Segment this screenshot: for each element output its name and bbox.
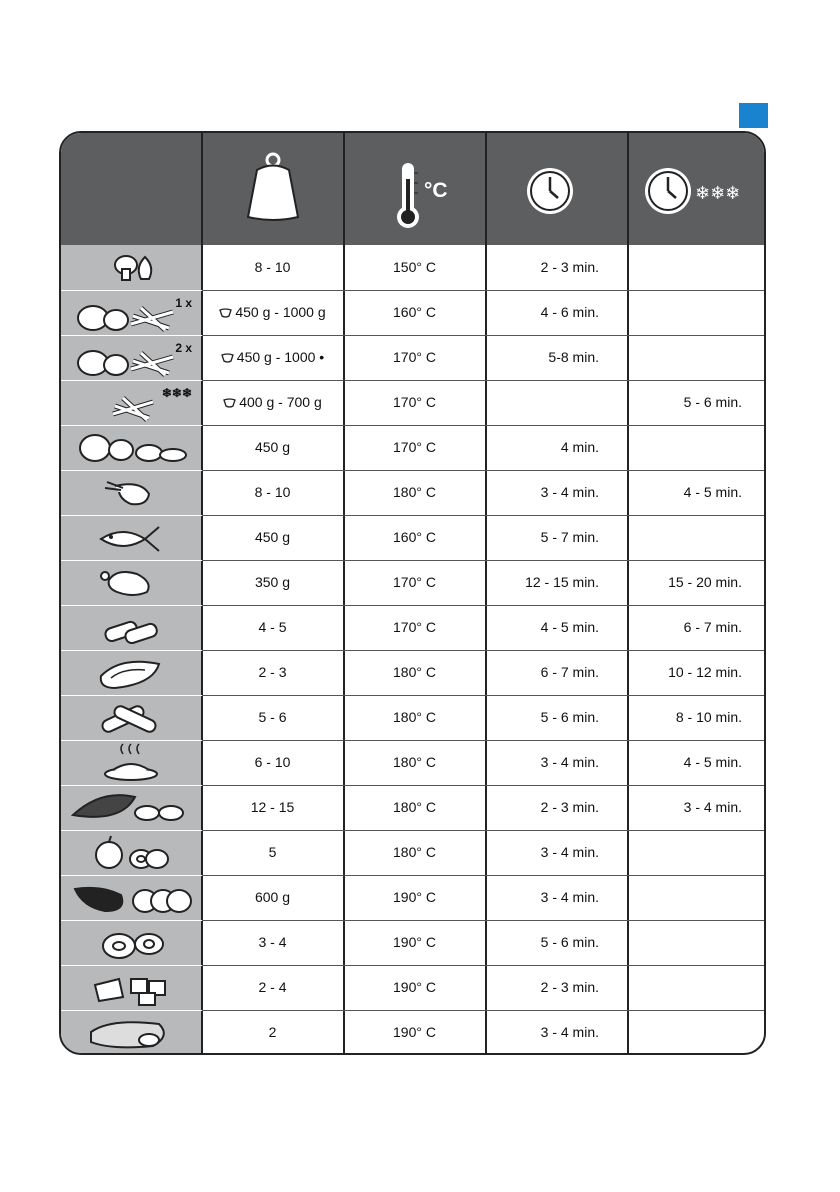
qty-value: 5 - 6 [258, 709, 287, 725]
time-value: 3 - 4 min. [540, 889, 599, 905]
row-divider [202, 830, 764, 831]
icon-row-divider [61, 785, 202, 786]
time-value: 4 min. [560, 439, 599, 455]
temp-value: 180° C [393, 799, 436, 815]
temp-value: 170° C [393, 439, 436, 455]
frozen-time-cell [628, 1010, 766, 1055]
frozen-time-value: 4 - 5 min. [683, 754, 742, 770]
temp-value: 170° C [393, 349, 436, 365]
qty-cell [202, 695, 343, 740]
clock-icon [486, 133, 628, 245]
temp-cell [344, 695, 485, 740]
temp-value: 180° C [393, 484, 436, 500]
row-divider [202, 290, 764, 291]
icon-row-divider [61, 515, 202, 516]
row-divider [202, 335, 764, 336]
frozen-time-cell [628, 290, 766, 335]
time-cell [486, 515, 627, 560]
time-cell [486, 740, 627, 785]
qty-cell [202, 830, 343, 875]
temp-cell [344, 965, 485, 1010]
time-cell [486, 470, 627, 515]
icon-row-divider [61, 335, 202, 336]
temp-cell [344, 470, 485, 515]
qty-cell [202, 1010, 343, 1055]
frozen-time-cell [628, 965, 766, 1010]
potato-fries-icon [61, 335, 202, 380]
time-value: 3 - 4 min. [540, 754, 599, 770]
time-value: 3 - 4 min. [540, 484, 599, 500]
temp-value: 190° C [393, 934, 436, 950]
temp-value: 190° C [393, 1024, 436, 1040]
row-divider [202, 965, 764, 966]
qty-value: 8 - 10 [254, 484, 291, 500]
frozen-time-value: 8 - 10 min. [675, 709, 742, 725]
onion-rings-icon [61, 920, 202, 965]
qty-value: 2 [268, 1024, 277, 1040]
time-cell [486, 1010, 627, 1055]
row-divider [202, 695, 764, 696]
time-value: 2 - 3 min. [540, 799, 599, 815]
time-cell [486, 290, 627, 335]
qty-cell [202, 965, 343, 1010]
temp-cell [344, 605, 485, 650]
temp-cell [344, 560, 485, 605]
temp-value: 160° C [393, 304, 436, 320]
time-cell [486, 605, 627, 650]
row-divider [202, 1010, 764, 1011]
temp-cell [344, 920, 485, 965]
time-cell [486, 380, 627, 425]
breaded-fillet-icon [61, 1010, 202, 1055]
icon-row-divider [61, 470, 202, 471]
eggplant-icon [61, 875, 202, 920]
spring-rolls-icon [61, 695, 202, 740]
time-cell [486, 965, 627, 1010]
frozen-time-cell [628, 560, 766, 605]
temp-cell [344, 1010, 485, 1055]
icon-row-divider [61, 875, 202, 876]
temp-cell [344, 740, 485, 785]
time-value: 5 - 6 min. [540, 709, 599, 725]
temp-value: 190° C [393, 889, 436, 905]
temp-cell [344, 650, 485, 695]
chicken-leg-icon [61, 560, 202, 605]
table-row [61, 1010, 764, 1055]
temperature-unit: °C [424, 179, 448, 202]
frozen-time-value: 4 - 5 min. [683, 484, 742, 500]
time-value: 6 - 7 min. [540, 664, 599, 680]
table-row [61, 290, 764, 335]
table-row [61, 470, 764, 515]
temp-value: 170° C [393, 574, 436, 590]
apple-rings-icon [61, 830, 202, 875]
qty-cell [202, 425, 343, 470]
temp-cell [344, 380, 485, 425]
meat-cut-icon [61, 650, 202, 695]
hot-dish-icon [61, 740, 202, 785]
cooking-table [59, 131, 766, 1055]
time-value: 4 - 6 min. [540, 304, 599, 320]
temp-value: 180° C [393, 664, 436, 680]
column-divider [627, 133, 629, 1053]
column-divider [343, 133, 345, 1053]
temp-value: 180° C [393, 844, 436, 860]
potato-slices-icon [61, 425, 202, 470]
frozen-time-cell [628, 830, 766, 875]
icon-row-divider [61, 830, 202, 831]
frozen-time-cell [628, 515, 766, 560]
food-tag: 1 x [175, 296, 192, 310]
row-divider [202, 425, 764, 426]
qty-value: 2 - 3 [258, 664, 287, 680]
column-divider [201, 133, 203, 1053]
table-header [61, 133, 764, 245]
temp-cell [344, 290, 485, 335]
temp-cell [344, 245, 485, 290]
time-value: 5-8 min. [548, 349, 599, 365]
frozen-fries-icon [61, 380, 202, 425]
table-row [61, 695, 764, 740]
column-divider [485, 133, 487, 1053]
time-value: 2 - 3 min. [540, 259, 599, 275]
table-row [61, 875, 764, 920]
frozen-symbol: ❄❄❄ [695, 183, 741, 204]
qty-value: 400 g - 700 g [239, 394, 322, 410]
temp-cell [344, 515, 485, 560]
temp-value: 180° C [393, 709, 436, 725]
fryer-basket-icon [219, 304, 235, 320]
frozen-time-cell [628, 785, 766, 830]
table-row [61, 245, 764, 290]
frozen-time-cell [628, 245, 766, 290]
qty-cell [202, 290, 343, 335]
fryer-basket-icon [221, 349, 237, 365]
qty-cell [202, 875, 343, 920]
table-row [61, 830, 764, 875]
row-divider [202, 515, 764, 516]
qty-value: 4 - 5 [258, 619, 287, 635]
food-tag: ❄❄❄ [161, 386, 192, 400]
potato-fries-icon [61, 290, 202, 335]
time-cell [486, 650, 627, 695]
qty-cell [202, 920, 343, 965]
table-row [61, 605, 764, 650]
icon-row-divider [61, 560, 202, 561]
mussels-icon [61, 785, 202, 830]
temp-value: 180° C [393, 754, 436, 770]
icon-row-divider [61, 380, 202, 381]
row-divider [202, 650, 764, 651]
frozen-time-cell [628, 470, 766, 515]
qty-cell [202, 515, 343, 560]
qty-cell [202, 470, 343, 515]
section-tab [739, 103, 768, 128]
row-divider [202, 740, 764, 741]
time-cell [486, 560, 627, 605]
frozen-time-cell [628, 695, 766, 740]
row-divider [202, 380, 764, 381]
fish-icon [61, 515, 202, 560]
qty-value: 450 g - 1000 • [236, 349, 325, 365]
qty-value: 3 - 4 [258, 934, 287, 950]
time-value: 3 - 4 min. [540, 844, 599, 860]
row-divider [202, 785, 764, 786]
qty-cell [202, 380, 343, 425]
temp-cell [344, 875, 485, 920]
qty-value: 6 - 10 [254, 754, 291, 770]
frozen-time-value: 15 - 20 min. [668, 574, 742, 590]
frozen-time-value: 6 - 7 min. [683, 619, 742, 635]
table-row [61, 965, 764, 1010]
qty-value: 600 g [254, 889, 291, 905]
icon-row-divider [61, 425, 202, 426]
icon-row-divider [61, 740, 202, 741]
qty-value: 12 - 15 [250, 799, 295, 815]
temp-cell [344, 830, 485, 875]
table-row [61, 560, 764, 605]
cheese-cubes-icon [61, 965, 202, 1010]
qty-cell [202, 605, 343, 650]
temp-value: 150° C [393, 259, 436, 275]
icon-row-divider [61, 920, 202, 921]
row-divider [202, 920, 764, 921]
icon-row-divider [61, 650, 202, 651]
frozen-time-cell [628, 740, 766, 785]
frozen-time-cell [628, 875, 766, 920]
time-value: 5 - 7 min. [540, 529, 599, 545]
row-divider [202, 470, 764, 471]
time-value: 4 - 5 min. [540, 619, 599, 635]
frozen-time-cell [628, 425, 766, 470]
time-value: 2 - 3 min. [540, 979, 599, 995]
temp-cell [344, 425, 485, 470]
shrimp-icon [61, 470, 202, 515]
qty-value: 450 g [254, 439, 291, 455]
time-cell [486, 875, 627, 920]
time-cell [486, 335, 627, 380]
time-cell [486, 830, 627, 875]
row-divider [202, 560, 764, 561]
qty-value: 350 g [254, 574, 291, 590]
clock-frozen-icon [628, 133, 766, 245]
temp-value: 190° C [393, 979, 436, 995]
food-tag: 2 x [175, 341, 192, 355]
table-row [61, 425, 764, 470]
time-cell [486, 695, 627, 740]
frozen-time-value: 5 - 6 min. [683, 394, 742, 410]
time-value: 3 - 4 min. [540, 1024, 599, 1040]
qty-cell [202, 245, 343, 290]
qty-value: 5 [268, 844, 277, 860]
frozen-time-value: 3 - 4 min. [683, 799, 742, 815]
time-cell [486, 785, 627, 830]
table-row [61, 920, 764, 965]
icon-row-divider [61, 1010, 202, 1011]
temp-cell [344, 335, 485, 380]
table-row [61, 785, 764, 830]
row-divider [202, 875, 764, 876]
frozen-time-cell [628, 920, 766, 965]
table-row [61, 515, 764, 560]
temp-cell [344, 785, 485, 830]
icon-row-divider [61, 695, 202, 696]
temp-value: 170° C [393, 619, 436, 635]
qty-cell [202, 785, 343, 830]
table-row [61, 380, 764, 425]
frozen-time-cell [628, 380, 766, 425]
frozen-time-cell [628, 335, 766, 380]
table-row [61, 335, 764, 380]
qty-cell [202, 335, 343, 380]
time-cell [486, 920, 627, 965]
fryer-basket-icon [223, 394, 239, 410]
frozen-time-cell [628, 650, 766, 695]
time-value: 12 - 15 min. [525, 574, 599, 590]
mushroom-onion-icon [61, 245, 202, 290]
qty-cell [202, 740, 343, 785]
row-divider [202, 605, 764, 606]
table-row [61, 650, 764, 695]
time-cell [486, 245, 627, 290]
time-value: 5 - 6 min. [540, 934, 599, 950]
frozen-time-cell [628, 605, 766, 650]
frozen-time-value: 10 - 12 min. [668, 664, 742, 680]
croquettes-icon [61, 605, 202, 650]
qty-value: 2 - 4 [258, 979, 287, 995]
qty-value: 8 - 10 [254, 259, 291, 275]
qty-value: 450 g [254, 529, 291, 545]
qty-value: 450 g - 1000 g [235, 304, 326, 320]
icon-row-divider [61, 290, 202, 291]
qty-cell [202, 650, 343, 695]
weight-icon [202, 133, 344, 245]
table-row [61, 740, 764, 785]
thermometer-icon [344, 133, 486, 245]
qty-cell [202, 560, 343, 605]
temp-value: 170° C [393, 394, 436, 410]
icon-row-divider [61, 605, 202, 606]
time-cell [486, 425, 627, 470]
icon-row-divider [61, 965, 202, 966]
temp-value: 160° C [393, 529, 436, 545]
